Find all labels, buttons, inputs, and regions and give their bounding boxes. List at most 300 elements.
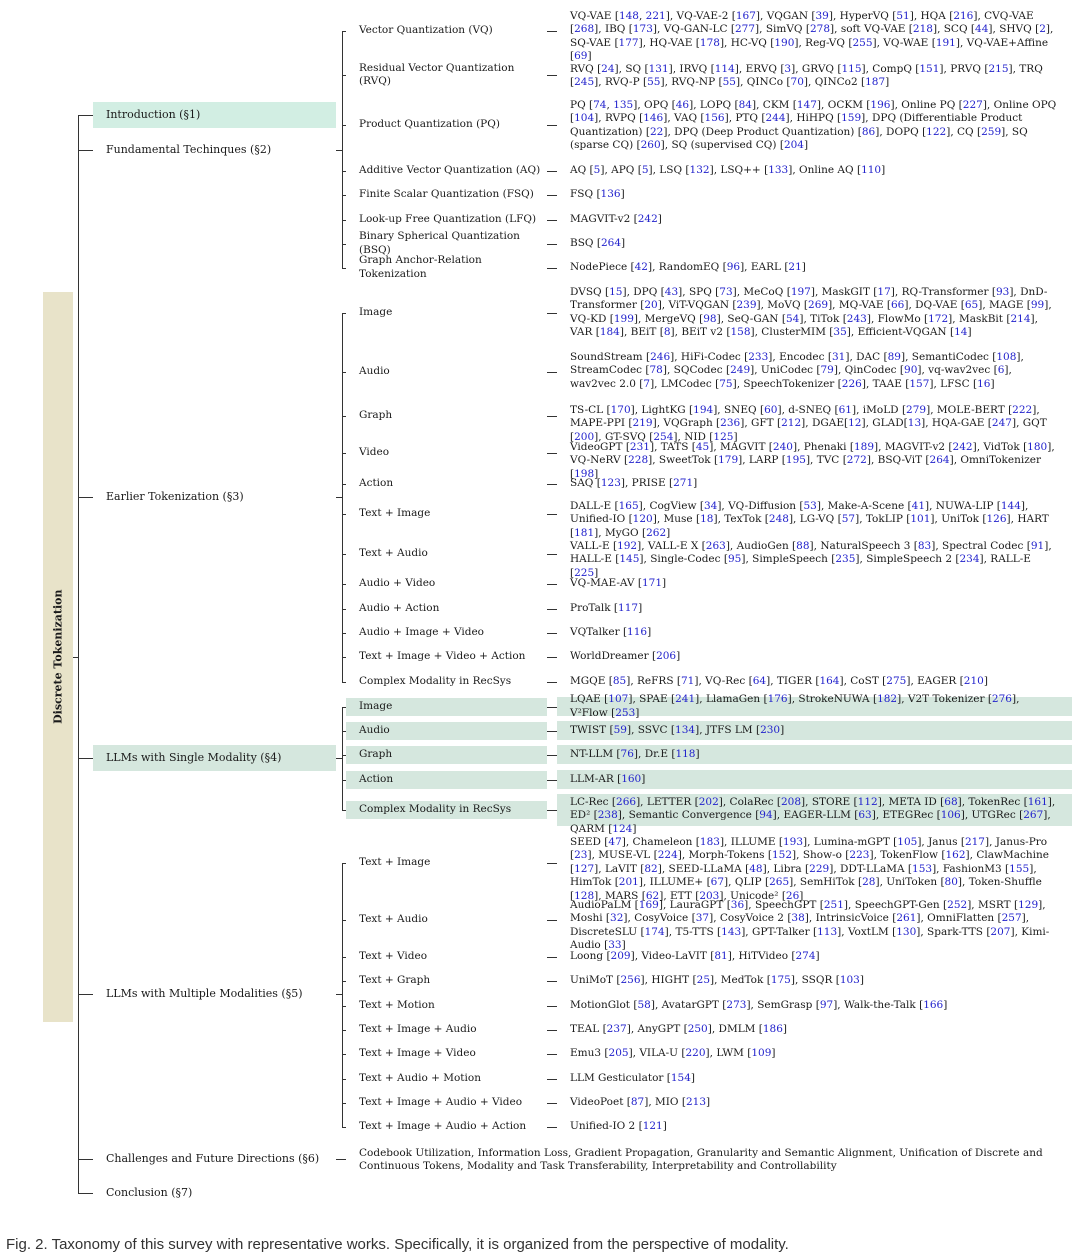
citation-ref: 79	[820, 364, 834, 377]
works-list	[557, 61, 1072, 89]
citation-ref: 213	[685, 1095, 707, 1108]
citation-ref: 221	[645, 10, 666, 22]
citation-ref: 55	[647, 76, 661, 89]
challenges-topics: Codebook Utilization, Information Loss, Gradient Propagation, Granularity and Semantic Alignment, Unification of Discrete and Continuous Tokens, Modality and Task Transferability, Interpretability and Controllability	[359, 1147, 1043, 1173]
works-list	[557, 402, 1072, 443]
citation-ref: 123	[600, 476, 621, 489]
works-list	[557, 897, 1072, 952]
subcategory-label: Graph	[359, 747, 393, 760]
citation-ref: 3	[784, 63, 792, 75]
citation-ref: 178	[699, 36, 720, 49]
works-text: TEAL [237], AnyGPT [250], DMLM [186]	[570, 1022, 788, 1035]
citation-ref: 75	[719, 377, 733, 390]
citation-ref: 167	[735, 10, 756, 22]
citation-ref: 237	[606, 1022, 627, 1035]
subcategory-label: Complex Modality in RecSys	[359, 803, 512, 816]
section-challenges	[93, 1145, 336, 1173]
citation-ref: 31	[831, 351, 846, 363]
citation-ref: 197	[790, 286, 811, 298]
connector-line	[78, 115, 79, 1194]
citation-ref: 273	[726, 998, 747, 1011]
connector-line	[78, 115, 93, 116]
citation-ref: 131	[648, 63, 669, 75]
citation-ref: 96	[726, 260, 741, 273]
citation-ref: 158	[730, 326, 751, 339]
section-conclusion	[93, 1180, 336, 1206]
subcategory-node	[346, 211, 547, 229]
works-text: DALL-E [165], CogView [34], VQ-Diffusion [53], Make-A-Scene [41], NUWA-LIP [144], Unified-IO [120], Muse [18], TexTok [248], LG-VQ [57], TokLIP [101], UniTok [126], HART [181], MyGO [262]	[570, 500, 1049, 539]
citation-ref: 241	[675, 693, 696, 706]
works-list	[557, 1069, 1072, 1088]
subcategory-node	[346, 363, 547, 381]
citation-ref: 253	[615, 706, 636, 719]
works-list	[557, 439, 1072, 480]
connector-line	[78, 1193, 93, 1194]
works-text: ProTalk [117]	[570, 601, 643, 614]
connector-line	[336, 1159, 346, 1160]
citation-ref: 82	[644, 862, 658, 875]
subcategory-node	[346, 854, 547, 872]
works-list	[557, 745, 1072, 764]
citation-ref: 217	[964, 836, 985, 848]
citation-ref: 38	[791, 912, 805, 925]
connector-line	[547, 1030, 557, 1031]
citation-ref: 231	[629, 441, 650, 453]
citation-ref: 242	[952, 441, 973, 453]
works-text: UniMoT [256], HIGHT [25], MedTok [175], SSQR [103]	[570, 973, 864, 986]
connector-line	[547, 657, 557, 658]
works-text: VideoGPT [231], TATS [45], MAGVIT [240], Phenaki [189], MAGVIT-v2 [242], VidTok [180], VQ-NeRV [228], SweetTok [179], LARP [195], TVC [272], BSQ-ViT [264], OmniTokenizer [198]	[570, 441, 1055, 480]
connector-line	[547, 981, 557, 982]
citation-ref: 57	[841, 513, 856, 526]
citation-ref: 21	[788, 260, 802, 273]
subcategory-node	[346, 698, 547, 716]
citation-ref: 193	[782, 836, 803, 848]
citation-ref: 97	[819, 998, 834, 1011]
subcategory-label: Finite Scalar Quantization (FSQ)	[359, 187, 534, 200]
works-list	[557, 1020, 1072, 1039]
subcategory-node	[346, 505, 547, 523]
connector-line	[547, 244, 557, 245]
connector-line	[73, 657, 78, 658]
citation-ref: 195	[785, 454, 806, 467]
citation-ref: 144	[1000, 500, 1021, 512]
citation-ref: 65	[964, 299, 979, 312]
citation-ref: 189	[853, 441, 875, 453]
citation-ref: 130	[896, 925, 917, 938]
citation-ref: 274	[795, 949, 816, 962]
subcategory-label: Text + Graph	[359, 973, 431, 986]
works-list	[557, 1044, 1072, 1063]
citation-ref: 78	[649, 364, 663, 377]
citation-ref: 134	[675, 723, 696, 736]
citation-ref: 135	[613, 99, 634, 111]
works-text: NT-LLM [76], Dr.E [118]	[570, 747, 700, 760]
works-list	[557, 538, 1072, 579]
citation-ref: 5	[593, 163, 601, 176]
subcategory-label: Audio + Image + Video	[359, 625, 485, 638]
citation-ref: 251	[823, 899, 844, 911]
works-text: AQ [5], APQ [5], LSQ [132], LSQ++ [133], Online AQ [110]	[570, 163, 886, 176]
citation-ref: 157	[909, 377, 930, 390]
connector-line	[547, 707, 557, 708]
citation-ref: 120	[632, 513, 653, 526]
citation-ref: 260	[640, 139, 661, 152]
citation-ref: 263	[705, 540, 726, 552]
citation-ref: 109	[751, 1046, 772, 1059]
connector-line	[547, 514, 557, 515]
works-list	[557, 234, 1072, 253]
citation-ref: 95	[727, 553, 742, 566]
citation-ref: 242	[637, 212, 658, 225]
works-text: MAGVIT-v2 [242]	[570, 212, 662, 225]
citation-ref: 155	[1009, 862, 1030, 875]
works-text: AudioPaLM [169], LauraGPT [36], SpeechGPT [251], SpeechGPT-Gen [252], MSRT [129], Moshi [32], CosyVoice [37], CosyVoice 2 [38], IntrinsicVoice [261], OmniFlatten [257], DiscreteSLU [174], T5-TTS [143], GPT-Talker [113], VoxtLM [130], Spark-TTS [207], Kimi-Audio [33]	[570, 899, 1050, 952]
figure-caption: Fig. 2. Taxonomy of this survey with representative works. Specifically, it is organized from the perspective of modality.	[6, 1236, 789, 1253]
citation-ref: 84	[738, 99, 752, 111]
citation-ref: 93	[995, 286, 1010, 298]
citation-ref: 194	[693, 404, 714, 416]
subcategory-label: Additive Vector Quantization (AQ)	[359, 163, 541, 176]
citation-ref: 145	[619, 553, 640, 566]
section-multiple	[93, 981, 336, 1007]
citation-ref: 41	[911, 500, 926, 512]
citation-ref: 192	[617, 540, 638, 552]
connector-line	[547, 220, 557, 221]
citation-ref: 117	[618, 601, 639, 614]
connector-line	[78, 994, 93, 995]
citation-ref: 264	[929, 454, 950, 467]
works-list	[557, 210, 1072, 229]
subcategory-label: Text + Image	[359, 856, 431, 869]
citation-ref: 170	[610, 404, 631, 416]
subcategory-label: Action	[359, 772, 394, 785]
section-label: Fundamental Techinques (§2)	[106, 143, 272, 157]
works-text: DVSQ [15], DPQ [43], SPQ [73], MeCoQ [197], MaskGIT [17], RQ-Transformer [93], DnD-Transformer [20], ViT-VQGAN [239], MoVQ [269], MQ-VAE [66], DQ-VAE [65], MAGE [99], VQ-KD [199], MergeVQ [98], SeQ-GAN [54], TiTok [243], FlowMo [172], MaskBit [214], VAR [184], BEiT [8], BEiT v2 [158], ClusterMIM [35], Efficient-VQGAN [14]	[570, 286, 1052, 339]
works-text: SAQ [123], PRISE [271]	[570, 476, 698, 489]
citation-ref: 279	[906, 404, 927, 416]
citation-ref: 191	[935, 36, 956, 49]
citation-ref: 32	[610, 912, 624, 925]
subcategory-node	[346, 972, 547, 990]
citation-ref: 227	[962, 99, 983, 111]
citation-ref: 156	[704, 112, 725, 125]
citation-ref: 128	[574, 889, 595, 902]
citation-ref: 51	[896, 10, 910, 22]
connector-line	[547, 416, 557, 417]
subcategory-label: Audio	[359, 364, 390, 377]
connector-line	[547, 633, 557, 634]
citation-ref: 181	[574, 526, 595, 539]
citation-ref: 88	[796, 540, 810, 552]
citation-ref: 271	[673, 476, 694, 489]
citation-ref: 171	[641, 576, 663, 589]
citation-ref: 63	[858, 809, 872, 822]
works-list	[557, 647, 1072, 666]
connector-line	[342, 31, 343, 269]
citation-ref: 183	[699, 836, 720, 848]
citation-ref: 37	[695, 912, 710, 925]
subcategory-label: Audio	[359, 723, 390, 736]
citation-ref: 39	[815, 10, 829, 22]
citation-ref: 210	[963, 674, 984, 687]
section-label: Challenges and Future Directions (§6)	[106, 1152, 320, 1166]
works-text: LLM Gesticulator [154]	[570, 1071, 696, 1084]
subcategory-node	[346, 911, 547, 929]
citation-ref: 45	[695, 441, 710, 453]
citation-ref: 34	[703, 500, 718, 512]
works-text: MGQE [85], ReFRS [71], VQ-Rec [64], TIGER [164], CoST [275], EAGER [210]	[570, 674, 988, 687]
citation-ref: 110	[861, 163, 882, 176]
subcategory-node	[346, 746, 547, 764]
connector-line	[547, 484, 557, 485]
citation-ref: 48	[749, 862, 763, 875]
subcategory-node	[346, 304, 547, 322]
citation-ref: 254	[653, 430, 674, 443]
citation-ref: 204	[783, 139, 804, 152]
citation-ref: 262	[646, 526, 667, 539]
citation-ref: 62	[645, 889, 660, 902]
citation-ref: 205	[608, 1046, 629, 1059]
citation-ref: 143	[721, 925, 742, 938]
citation-ref: 238	[597, 809, 618, 822]
connector-line	[547, 171, 557, 172]
connector-line	[547, 755, 557, 756]
connector-line	[547, 863, 557, 864]
citation-ref: 190	[774, 36, 795, 49]
subcategory-node	[346, 1118, 547, 1136]
citation-ref: 25	[696, 973, 711, 986]
section-label: Earlier Tokenization (§3)	[106, 490, 244, 504]
citation-ref: 54	[785, 312, 800, 325]
subcategory-node	[346, 648, 547, 666]
citation-ref: 105	[897, 836, 918, 848]
citation-ref: 70	[790, 76, 804, 89]
connector-line	[547, 609, 557, 610]
connector-line	[547, 1006, 557, 1007]
citation-ref: 61	[838, 404, 852, 416]
citation-ref: 202	[698, 796, 719, 808]
subcategory-label: Audio + Action	[359, 601, 440, 614]
citation-ref: 16	[977, 377, 991, 390]
citation-ref: 18	[700, 513, 714, 526]
subcategory-label: Text + Image + Audio + Video	[359, 1095, 523, 1108]
works-text: VQ-MAE-AV [171]	[570, 576, 667, 589]
citation-ref: 247	[991, 417, 1012, 430]
citation-ref: 114	[714, 63, 735, 75]
citation-ref: 175	[770, 973, 791, 986]
citation-ref: 60	[764, 404, 778, 416]
citation-ref: 272	[846, 454, 867, 467]
works-text: FSQ [136]	[570, 187, 625, 200]
connector-line	[342, 863, 343, 1128]
citation-ref: 121	[642, 1119, 663, 1132]
citation-ref: 235	[835, 553, 856, 566]
citation-ref: 275	[886, 674, 907, 687]
connector-line	[547, 682, 557, 683]
subcategory-node	[346, 444, 547, 462]
citation-ref: 73	[719, 286, 733, 298]
connector-line	[342, 313, 343, 683]
section-earlier	[93, 484, 336, 510]
connector-line	[547, 554, 557, 555]
root-label: Discrete Tokenization	[51, 589, 65, 725]
citation-ref: 76	[620, 747, 634, 760]
subcategory-label: Residual Vector Quantization (RVQ)	[359, 61, 515, 87]
connector-line	[78, 150, 93, 151]
section-label: LLMs with Single Modality (§4)	[106, 751, 282, 765]
subcategory-label: Image	[359, 699, 393, 712]
subcategory-label: Product Quantization (PQ)	[359, 118, 500, 131]
citation-ref: 162	[945, 849, 966, 862]
citation-ref: 115	[841, 63, 862, 75]
works-text: TWIST [59], SSVC [134], JTFS LM [230]	[570, 723, 785, 736]
citation-ref: 58	[637, 998, 651, 1011]
connector-line	[78, 758, 93, 759]
subcategory-node	[346, 407, 547, 425]
citation-ref: 203	[699, 889, 720, 902]
connector-line	[342, 707, 343, 812]
connector-line	[547, 453, 557, 454]
connector-line	[547, 31, 557, 32]
citation-ref: 74	[593, 99, 607, 111]
works-list	[557, 498, 1072, 539]
citation-ref: 173	[632, 23, 653, 36]
citation-ref: 53	[803, 500, 817, 512]
citation-ref: 151	[919, 63, 940, 75]
citation-ref: 239	[736, 299, 757, 312]
subcategory-node	[346, 801, 547, 819]
works-list	[557, 971, 1072, 990]
works-text: VALL-E [192], VALL-E X [263], AudioGen [88], NaturalSpeech 3 [83], Spectral Codec [91], HALL-E [145], Single-Codec [95], SimpleSpeech [235], SimpleSpeech 2 [234], RALL-E [225]	[570, 540, 1052, 579]
citation-ref: 127	[574, 862, 595, 875]
citation-ref: 46	[675, 99, 690, 111]
citation-ref: 68	[944, 796, 958, 808]
root-node	[43, 292, 73, 1022]
citation-ref: 98	[703, 312, 717, 325]
citation-ref: 146	[643, 112, 664, 125]
citation-ref: 33	[608, 939, 622, 952]
section-intro	[93, 102, 336, 128]
subcategory-node	[346, 22, 547, 40]
citation-ref: 207	[990, 925, 1011, 938]
citation-ref: 200	[574, 430, 595, 443]
citation-ref: 224	[657, 849, 678, 862]
citation-ref: 153	[912, 862, 933, 875]
citation-ref: 219	[632, 417, 653, 430]
citation-ref: 206	[656, 649, 677, 662]
subcategory-label: Graph Anchor-Relation Tokenization	[359, 254, 482, 280]
citation-ref: 22	[649, 125, 664, 138]
subcategory-label: Complex Modality in RecSys	[359, 674, 512, 687]
citation-ref: 228	[628, 454, 649, 467]
works-text: PQ [74, 135], OPQ [46], LOPQ [84], CKM [147], OCKM [196], Online PQ [227], Online OPQ [104], RVPQ [146], VAQ [156], PTQ [244], HiHPQ [159], DPQ (Differentiable Product Quantization) [22], DPQ (Deep Product Quantization) [86], DOPQ [122], CQ [259], SQ (sparse CQ) [260], SQ (supervised CQ) [204]	[570, 99, 1057, 152]
section-label: Conclusion (§7)	[106, 1186, 193, 1200]
citation-ref: 214	[1010, 312, 1031, 325]
citation-ref: 118	[675, 747, 696, 760]
citation-ref: 126	[986, 513, 1007, 526]
works-list	[557, 97, 1072, 153]
subcategory-node	[346, 722, 547, 740]
works-text: LQAE [107], SPAE [241], LlamaGen [176], StrokeNUWA [182], V2T Tokenizer [276], V²Flow [253]	[570, 693, 1020, 719]
works-text: Unified-IO 2 [121]	[570, 1119, 667, 1132]
citation-ref: 230	[760, 723, 781, 736]
citation-ref: 15	[609, 286, 623, 298]
citation-ref: 43	[664, 286, 679, 298]
citation-ref: 180	[1027, 441, 1048, 453]
citation-ref: 222	[1012, 404, 1033, 416]
citation-ref: 234	[959, 553, 980, 566]
citation-ref: 13	[907, 417, 922, 430]
citation-ref: 229	[809, 862, 830, 875]
subcategory-node	[346, 116, 547, 134]
citation-ref: 14	[954, 326, 968, 339]
works-text: VQTalker [116]	[570, 625, 652, 638]
citation-ref: 85	[612, 674, 627, 687]
citation-ref: 278	[809, 23, 831, 36]
subcategory-node	[346, 1070, 547, 1088]
citation-ref: 86	[861, 125, 876, 138]
subcategory-node	[346, 230, 547, 256]
citation-ref: 8	[663, 326, 671, 339]
works-list	[557, 834, 1072, 902]
citation-ref: 124	[612, 822, 633, 835]
subcategory-label: Text + Image	[359, 507, 431, 520]
citation-ref: 133	[768, 163, 789, 176]
citation-ref: 103	[839, 973, 860, 986]
citation-ref: 67	[710, 876, 725, 889]
subcategory-node	[346, 254, 547, 280]
works-list	[557, 8, 1072, 63]
section-label: LLMs with Multiple Modalities (§5)	[106, 987, 303, 1001]
citation-ref: 122	[926, 125, 947, 138]
works-text: SoundStream [246], HiFi-Codec [233], Encodec [31], DAC [89], SemantiCodec [108], StreamCodec [78], SQCodec [249], UniCodec [79], QinCodec [90], vq-wav2vec [6], wav2vec 2.0 [7], LMCodec [75], SpeechTokenizer [226], TAAE [157], LFSC [16]	[570, 351, 1024, 390]
connector-line	[547, 1127, 557, 1128]
citation-ref: 89	[887, 351, 901, 363]
section-single	[93, 745, 336, 771]
citation-ref: 24	[601, 63, 615, 75]
citation-ref: 182	[877, 693, 898, 706]
subcategory-label: Look-up Free Quantization (LFQ)	[359, 212, 537, 225]
citation-ref: 64	[752, 674, 767, 687]
works-text: Emu3 [205], VILA-U [220], LWM [109]	[570, 1046, 776, 1059]
connector-line	[547, 195, 557, 196]
works-text: VQ-VAE [148, 221], VQ-VAE-2 [167], VQGAN [39], HyperVQ [51], HQA [216], CVQ-VAE [268], IBQ [173], VQ-GAN-LC [277], SimVQ [278], soft VQ-VAE [218], SCQ [44], SHVQ [2], SQ-VAE [177], HQ-VAE [178], HC-VQ [190], Reg-VQ [255], VQ-WAE [191], VQ-VAE+Affine [69]	[570, 10, 1054, 63]
citation-ref: 184	[599, 326, 620, 339]
works-text: VideoPoet [87], MIO [213]	[570, 1095, 711, 1108]
works-text: TS-CL [170], LightKG [194], SNEQ [60], d-SNEQ [61], iMoLD [279], MOLE-BERT [222], MAPE-PPI [219], VQGraph [236], GFT [212], DGAE[12], GLAD[13], HQA-GAE [247], GQT [200], GT-SVQ [254], NID [125]	[570, 404, 1047, 443]
works-text: SEED [47], Chameleon [183], ILLUME [193], Lumina-mGPT [105], Janus [217], Janus-Pro [23], MUSE-VL [224], Morph-Tokens [152], Show-o [223], TokenFlow [162], ClawMachine [127], LaVIT [82], SEED-LLaMA [48], Libra [229], DDT-LLaMA [153], FashionM3 [155], HimTok [201], ILLUME+ [67], QLIP [265], SemHiTok [28], UniToken [80], Token-Shuffle [128], MARS [62], ETT [203], Unicode² [26]	[570, 836, 1049, 902]
citation-ref: 261	[896, 912, 917, 925]
works-list	[557, 1093, 1072, 1112]
citation-ref: 177	[618, 36, 639, 49]
citation-ref: 71	[680, 674, 695, 687]
citation-ref: 106	[940, 809, 961, 822]
citation-ref: 179	[718, 454, 739, 467]
section-fundamental	[93, 137, 336, 163]
citation-ref: 259	[981, 125, 1002, 138]
citation-ref: 36	[730, 899, 745, 911]
citation-ref: 248	[768, 513, 789, 526]
subcategory-label: Text + Video	[359, 949, 428, 962]
subcategory-label: Text + Audio + Motion	[359, 1071, 481, 1084]
citation-ref: 218	[912, 23, 933, 36]
section-label: Introduction (§1)	[106, 108, 201, 122]
citation-ref: 267	[1023, 809, 1044, 822]
works-list	[557, 770, 1072, 789]
works-list	[557, 996, 1072, 1015]
connector-line	[547, 1054, 557, 1055]
